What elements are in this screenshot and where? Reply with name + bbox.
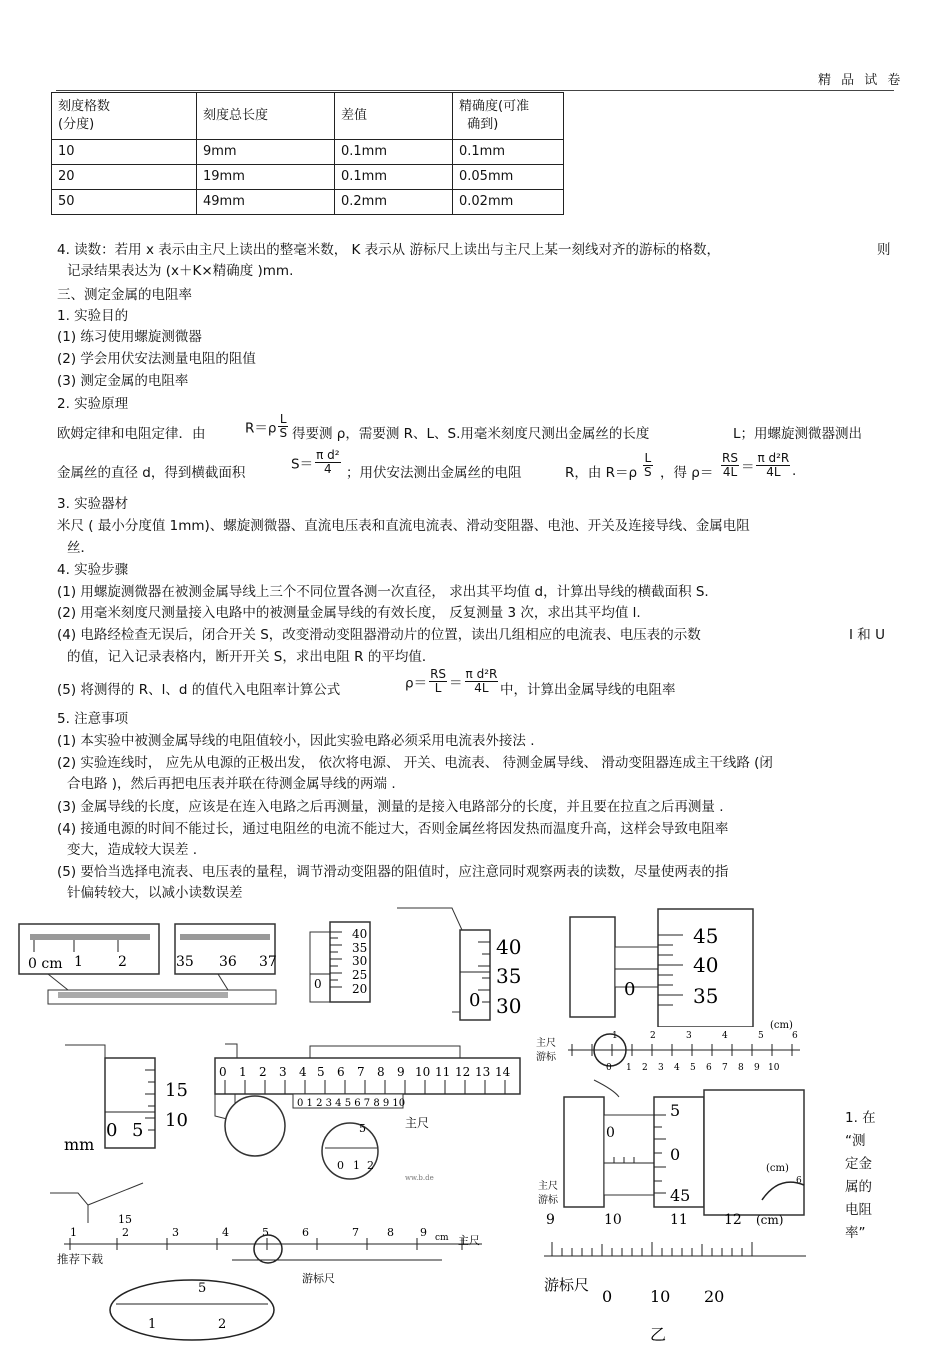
principle-text: 金属丝的直径 d，得到横截面积 [57, 465, 246, 481]
note-item: (2) 实验连线时， 应先从电源的正极出发， 依次将电源、 开关、电流表、 待测金属导线、 滑动变阻器连成主干线路 (闭 [57, 755, 773, 771]
svg-text:0: 0 [602, 1287, 613, 1306]
svg-text:ww.b.de: ww.b.de [405, 1174, 434, 1182]
svg-text:40: 40 [693, 953, 719, 977]
svg-text:5: 5 [317, 1065, 325, 1079]
ruler-label: 36 [219, 954, 237, 970]
header-title: 精 品 试 卷 [818, 73, 904, 88]
micrometer-figure-2 [392, 902, 532, 1022]
svg-text:10: 10 [604, 1212, 622, 1228]
svg-text:2: 2 [650, 1031, 656, 1041]
table-header-cell: 刻度格数 (分度) [52, 93, 197, 140]
svg-text:4: 4 [222, 1226, 229, 1239]
period: . [792, 463, 797, 479]
svg-text:45: 45 [693, 924, 719, 948]
table-cell: 0.2mm [335, 190, 453, 215]
svg-text:12: 12 [724, 1212, 742, 1228]
svg-text:0: 0 [606, 1063, 612, 1073]
table-header-cell: 精确度(可准 确到) [453, 93, 564, 140]
micrometer-big-figure [534, 1075, 834, 1225]
subsection-heading: 2. 实验原理 [57, 396, 129, 412]
svg-text:5: 5 [690, 1063, 696, 1073]
ruler-label: 0 cm [28, 956, 63, 972]
note-item: (1) 本实验中被测金属导线的电阻值较小，因此实验电路必须采用电流表外接法 . [57, 733, 535, 749]
equipment-text: 丝． [67, 540, 94, 556]
svg-text:5: 5 [132, 1120, 144, 1141]
svg-text:2: 2 [122, 1226, 129, 1239]
svg-text:6: 6 [706, 1063, 712, 1073]
svg-text:5: 5 [198, 1281, 207, 1296]
svg-text:7: 7 [357, 1065, 365, 1079]
svg-text:6: 6 [302, 1226, 309, 1239]
formula-rho-2: ρ＝ $\frac{RS}{L}$ ＝ $\frac{\text{π d²R}}{4L}$ [405, 667, 498, 695]
svg-text:3: 3 [686, 1031, 692, 1041]
table-cell: 0.1mm [453, 140, 564, 165]
svg-text:7: 7 [722, 1063, 728, 1073]
ruler-label: 35 [176, 954, 194, 970]
micrometer-figure-3 [568, 907, 758, 1027]
vernier-small-figure [532, 1018, 802, 1078]
svg-text:3: 3 [658, 1063, 664, 1073]
subsection-heading: 3. 实验器材 [57, 496, 129, 512]
svg-text:0: 0 [337, 1159, 344, 1172]
svg-text:35: 35 [496, 964, 522, 988]
svg-text:11: 11 [670, 1212, 688, 1228]
svg-text:9: 9 [754, 1063, 760, 1073]
svg-text:35: 35 [352, 941, 368, 955]
svg-text:2: 2 [259, 1065, 267, 1079]
subsection-heading: 4. 实验步骤 [57, 562, 129, 578]
svg-text:8: 8 [738, 1063, 744, 1073]
svg-text:7: 7 [352, 1226, 359, 1239]
svg-text:主尺: 主尺 [536, 1038, 556, 1049]
svg-text:0: 0 [469, 990, 481, 1011]
note-item: (4) 接通电源的时间不能过长，通过电阻丝的电流不能过大，否则金属丝将因发热而温度升高，这样会导致电阻率 [57, 821, 729, 837]
note-item: 变大，造成较大误差 . [67, 842, 198, 858]
svg-text:30: 30 [352, 954, 368, 968]
svg-text:10: 10 [165, 1110, 188, 1131]
ruler-label: 2 [118, 954, 127, 970]
svg-text:5: 5 [758, 1031, 764, 1041]
svg-text:8: 8 [377, 1065, 385, 1079]
principle-text: 欧姆定律和电阻定律．由 [57, 426, 206, 442]
table-cell: 20 [52, 165, 197, 190]
svg-text:10: 10 [415, 1065, 431, 1079]
svg-text:6: 6 [796, 1176, 802, 1186]
svg-text:主尺: 主尺 [458, 1234, 480, 1247]
svg-text:(cm): (cm) [766, 1163, 789, 1174]
svg-text:主尺: 主尺 [405, 1116, 430, 1130]
header-rule [56, 90, 894, 91]
svg-text:5: 5 [262, 1226, 269, 1239]
vernier-table [51, 92, 564, 215]
formula-frac: $\frac{L}{S}$ [644, 451, 652, 479]
svg-text:游标: 游标 [536, 1052, 556, 1063]
svg-text:25: 25 [352, 968, 368, 982]
table-row [52, 140, 564, 165]
svg-text:13: 13 [475, 1065, 491, 1079]
para-reading-2: 记录结果表达为 (x＋K×精确度 )mm. [67, 263, 294, 279]
svg-text:0: 0 [670, 1145, 681, 1164]
formula-R: R＝ρ $\frac{L}{S}$ [245, 412, 288, 440]
bottom-ruler-figure [62, 1224, 492, 1344]
svg-text:8: 8 [387, 1226, 394, 1239]
svg-text:游标: 游标 [538, 1195, 558, 1206]
svg-text:1: 1 [353, 1159, 360, 1172]
svg-text:(cm): (cm) [770, 1020, 793, 1031]
table-cell: 0.02mm [453, 190, 564, 215]
svg-text:(cm): (cm) [756, 1213, 784, 1227]
svg-text:9: 9 [546, 1212, 555, 1228]
svg-text:0: 0 [106, 1120, 118, 1141]
caliper-figure [205, 1036, 525, 1186]
equipment-text: 米尺 ( 最小分度值 1mm)、螺旋测微器、直流电压表和直流电流表、滑动变阻器、电池、开关及连接导线、金属电阻 [57, 518, 750, 534]
svg-text:主尺: 主尺 [538, 1181, 558, 1192]
svg-text:20: 20 [352, 982, 368, 996]
subsection-heading: 1. 实验目的 [57, 308, 129, 324]
para-reading-end: 则 [877, 242, 891, 258]
principle-text: ，得 ρ＝ [660, 465, 714, 481]
principle-text: 得要测 ρ，需要测 R、L、S.用毫米刻度尺测出金属丝的长度 [292, 426, 650, 442]
svg-text:乙: 乙 [650, 1325, 667, 1344]
table-cell: 49mm [197, 190, 335, 215]
table-row [52, 190, 564, 215]
step-item: (1) 用螺旋测微器在被测金属导线上三个不同位置各测一次直径， 求出其平均值 d，计算出导线的横截面积 S. [57, 584, 709, 600]
table-cell: 0.1mm [335, 140, 453, 165]
step-item-end: I 和 U [849, 627, 885, 643]
svg-text:14: 14 [495, 1065, 511, 1079]
svg-text:15: 15 [165, 1080, 188, 1101]
micrometer-figure-1 [300, 912, 390, 1012]
list-item: (2) 学会用伏安法测量电阻的阻值 [57, 351, 256, 367]
table-header-cell: 刻度总长度 [197, 93, 335, 140]
ruler-label: 1 [74, 954, 83, 970]
svg-text:cm: cm [435, 1233, 449, 1243]
svg-text:0: 0 [606, 1125, 615, 1141]
svg-text:0: 0 [624, 979, 636, 1000]
table-cell: 50 [52, 190, 197, 215]
principle-text: L；用螺旋测微器测出 [733, 426, 863, 442]
svg-text:2: 2 [642, 1063, 648, 1073]
svg-text:1: 1 [239, 1065, 247, 1079]
step-item: (5) 将测得的 R、l、d 的值代入电阻率计算公式 [57, 682, 341, 698]
svg-text:4: 4 [674, 1063, 680, 1073]
formula-S: S＝ $\frac{\text{π d²}}{4}$ [291, 448, 340, 476]
list-item: (1) 练习使用螺旋测微器 [57, 329, 202, 345]
table-cell: 0.05mm [453, 165, 564, 190]
svg-text:12: 12 [455, 1065, 471, 1079]
table-cell: 10 [52, 140, 197, 165]
svg-text:9: 9 [397, 1065, 405, 1079]
section-heading: 三、测定金属的电阻率 [57, 287, 192, 303]
svg-text:5: 5 [359, 1122, 366, 1135]
step-item: (2) 用毫米刻度尺测量接入电路中的被测量金属导线的有效长度， 反复测量 3 次，求出其平均值 l. [57, 605, 641, 621]
svg-text:游标尺: 游标尺 [544, 1276, 590, 1294]
table-cell: 9mm [197, 140, 335, 165]
table-header-row [52, 93, 564, 140]
svg-text:0: 0 [219, 1065, 227, 1079]
svg-text:11: 11 [435, 1065, 451, 1079]
svg-text:1: 1 [626, 1063, 632, 1073]
note-item: 针偏转较大，以减小读数误差 [67, 885, 243, 901]
svg-text:0: 0 [314, 977, 322, 991]
svg-text:游标尺: 游标尺 [302, 1272, 335, 1285]
formula-rho: $\frac{RS}{4L}$ ＝ $\frac{\text{π d²R}}{4L}$ [722, 451, 790, 479]
subsection-heading: 5. 注意事项 [57, 711, 129, 727]
note-item: (5) 要恰当选择电流表、电压表的量程，调节滑动变阻器的阻值时，应注意同时观察两表的读数，尽量使两表的指 [57, 864, 729, 880]
principle-text: R，由 R＝ρ [565, 465, 638, 481]
step-item: 中，计算出金属导线的电阻率 [500, 682, 676, 698]
svg-text:3: 3 [279, 1065, 287, 1079]
svg-text:45: 45 [670, 1186, 691, 1205]
svg-text:10: 10 [768, 1063, 780, 1073]
para-reading: 4. 读数：若用 x 表示由主尺上读出的整毫米数， K 表示从 游标尺上读出与主尺上某一刻线对齐的游标的格数， [57, 242, 720, 258]
micrometer-partial-figure [48, 1175, 148, 1223]
table-cell: 19mm [197, 165, 335, 190]
svg-text:40: 40 [496, 935, 522, 959]
ruler-label: 37 [259, 954, 277, 970]
ruler-figure-1 [18, 922, 280, 1008]
table-header-cell: 差值 [335, 93, 453, 140]
step-item: (4) 电路经检查无误后，闭合开关 S，改变滑动变阻器滑动片的位置，读出几组相应的电流表、电压表的示数 [57, 627, 701, 643]
svg-text:2: 2 [367, 1159, 374, 1172]
svg-text:4: 4 [299, 1065, 307, 1079]
svg-text:3: 3 [172, 1226, 179, 1239]
bottom-right-vernier-figure [540, 1208, 810, 1345]
svg-text:35: 35 [693, 984, 719, 1008]
svg-text:10: 10 [650, 1287, 671, 1306]
note-item: 合电路 )，然后再把电压表并联在待测金属导线的两端 . [67, 776, 396, 792]
footer-text: 推荐下载 [57, 1252, 103, 1266]
micrometer-figure-4 [60, 1040, 200, 1155]
svg-text:40: 40 [352, 927, 368, 941]
svg-text:4: 4 [722, 1031, 728, 1041]
svg-text:0 1 2 3 4 5 6 7 8 9 10: 0 1 2 3 4 5 6 7 8 9 10 [297, 1098, 406, 1109]
svg-text:30: 30 [496, 994, 522, 1018]
svg-text:15: 15 [118, 1213, 132, 1223]
table-cell: 0.1mm [335, 165, 453, 190]
svg-text:1: 1 [148, 1317, 157, 1332]
svg-text:9: 9 [420, 1226, 427, 1239]
svg-text:6: 6 [792, 1031, 798, 1041]
svg-text:5: 5 [670, 1101, 681, 1120]
svg-text:1: 1 [70, 1226, 77, 1239]
list-item: (3) 测定金属的电阻率 [57, 373, 189, 389]
svg-text:2: 2 [218, 1317, 227, 1332]
svg-text:20: 20 [704, 1287, 725, 1306]
svg-text:6: 6 [337, 1065, 345, 1079]
principle-text: ；用伏安法测出金属丝的电阻 [346, 465, 522, 481]
svg-text:1: 1 [612, 1031, 618, 1041]
step-item: 的值，记入记录表格内，断开开关 S，求出电阻 R 的平均值． [67, 649, 436, 665]
svg-text:mm: mm [64, 1135, 95, 1154]
side-note: 1. 在 “测 定金 属的 电阻 率” [845, 1110, 876, 1241]
table-row [52, 165, 564, 190]
note-item: (3) 金属导线的长度，应该是在连入电路之后再测量，测量的是接入电路部分的长度，并且要在拉直之后再测量 . [57, 799, 724, 815]
